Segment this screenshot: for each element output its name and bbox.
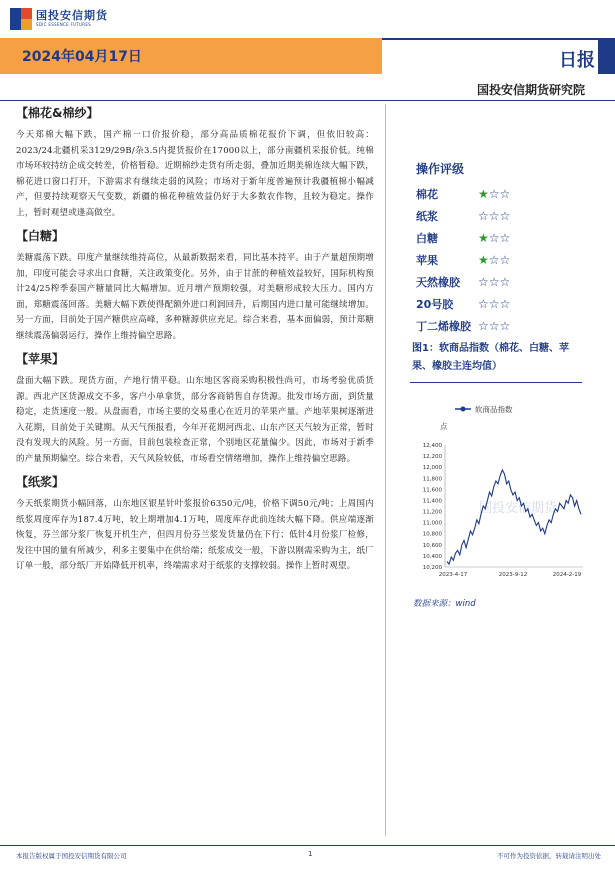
star-filled-icon: ★: [478, 231, 489, 245]
star-empty-icon: ☆: [488, 253, 500, 267]
section-title: 【苹果】: [16, 352, 65, 366]
section-title: 【棉花&棉纱】: [16, 106, 99, 120]
star-empty-icon: ☆: [499, 187, 511, 201]
page-number: 1: [308, 850, 313, 858]
star-empty-icon: ☆: [488, 297, 500, 311]
main-content: [16, 104, 374, 581]
y-tick-label: 10,600: [422, 542, 442, 549]
section-paragraph: 今天纸浆期货小幅回落，山东地区银星针叶浆报价6350元/吨，价格下调50元/吨；上周国内纸浆周度库存为187.4万吨，较上期增加4.1万吨，周度库存此前连续大幅下降。供应端逐渐恢复，芬兰部分浆厂恢复开机生产，但四月份芬兰浆发货量仍在下行；低针4月份浆厂检修，发往中国的量有所减少，利多主要集中在供给端；纸浆成交一般，下游以刚需采购为主，纸厂订单一般，部分纸厂开始降低开机率，终端需求对于纸浆的支撑较弱。操作上暂时观望。: [16, 499, 374, 571]
star-empty-icon: ☆: [488, 187, 500, 201]
star-filled-icon: ★: [478, 253, 489, 267]
section-cotton: [16, 104, 374, 221]
rating-row: [416, 205, 586, 227]
header-accent-block: [598, 38, 615, 74]
rating-list: [416, 183, 586, 337]
star-empty-icon: ☆: [499, 253, 511, 267]
rating-row: [416, 293, 586, 315]
legend-marker: [461, 407, 466, 412]
y-tick-label: 12,200: [422, 454, 442, 461]
star-empty-icon: ☆: [478, 209, 489, 223]
figure-caption: 图1：软商品指数（棉花、白糖、苹果、橡胶主连均值）: [412, 343, 569, 372]
logo-name-cn: 国投安信期货: [36, 9, 108, 22]
star-empty-icon: ☆: [488, 209, 500, 223]
star-empty-icon: ☆: [488, 275, 500, 289]
rating-stars: [478, 232, 510, 244]
y-tick-label: 11,000: [422, 520, 442, 527]
report-date: 2024年04月17日: [22, 49, 142, 65]
rating-product-name: 白糖: [416, 232, 438, 245]
column-divider: [385, 104, 386, 836]
section-paragraph: 今天郑棉大幅下跌，国产棉一口价报价稳，部分高品质棉花报价下调，但依旧较高：2023/24北疆机采3129/29B/杂3.5内提货报价在17000以上，部分南疆机采报价低。纯棉市场环较持纺企成交转差，价格暂稳。近期棉纱走货有所走弱，叠加近期美棉连续大幅下跌，棉花进口窗口打开，下游需求有继续走弱的风险；市场对于新年度普遍预计我疆植棉小幅减产，但要持续观察天气变数，新疆的棉花种植效益仍好于大多数农作物，且较为稳定。操作上，暂时观望或逢高做空。: [16, 130, 374, 218]
y-tick-label: 12,000: [422, 465, 442, 472]
star-empty-icon: ☆: [488, 319, 500, 333]
logo-mark-icon: [10, 8, 32, 30]
y-tick-label: 11,200: [422, 509, 442, 516]
rating-product-name: 丁二烯橡胶: [416, 320, 471, 333]
y-tick-label: 10,200: [422, 565, 442, 571]
rating-product-name: 棉花: [416, 188, 438, 201]
section-sugar: [16, 227, 374, 344]
rating-stars: [478, 320, 510, 332]
y-tick-label: 11,400: [422, 498, 442, 505]
rating-stars: [478, 188, 510, 200]
y-tick-label: 12,400: [422, 443, 442, 449]
y-tick-label: 11,600: [422, 487, 442, 494]
chart-watermark: 国投安信期货: [478, 501, 558, 516]
y-tick-label: 10,800: [422, 531, 442, 538]
section-title: 【纸浆】: [16, 475, 65, 489]
star-empty-icon: ☆: [499, 275, 511, 289]
series-line: [447, 470, 581, 564]
soft-commodity-index-chart: [405, 395, 590, 585]
section-paragraph: 美糖震荡下跌。印度产量继续维持高位，从最新数据来看，同比基本持平。由于产量超预期增加，印度可能会寻求出口食糖，关注政策变化。另外，由于甘蔗的种植效益较好，国际机构预计24/25榨季泰国产糖量同比大幅增加。近月增产预期较强，对美糖形成较大压力。国内方面，郑糖震荡回落。美糖大幅下跌使得配额外进口利润回升，后期国内进口量可能继续增加。另一方面，目前处于国产糖供应高峰，多种糖源供应充足。综合来看，基本面偏弱，预计郑糖继续震荡偏弱运行，操作上维持偏空思路。: [16, 253, 374, 341]
star-empty-icon: ☆: [478, 319, 489, 333]
section-title: 【白糖】: [16, 229, 65, 243]
star-empty-icon: ☆: [488, 231, 500, 245]
header-rule: [382, 38, 615, 40]
footer-rule: [0, 845, 615, 846]
rating-row: [416, 271, 586, 293]
legend-label: 软商品指数: [475, 405, 513, 414]
caption-rule: [410, 382, 582, 383]
rating-product-name: 苹果: [416, 254, 438, 267]
star-empty-icon: ☆: [499, 231, 511, 245]
rating-product-name: 天然橡胶: [416, 276, 460, 289]
star-empty-icon: ☆: [499, 319, 511, 333]
rating-stars: [478, 210, 510, 222]
rating-stars: [478, 298, 510, 310]
x-tick-label: 2023-9-12: [498, 572, 528, 578]
x-tick-label: 2024-2-19: [552, 572, 582, 578]
star-empty-icon: ☆: [499, 209, 511, 223]
company-logo: [10, 8, 108, 30]
y-tick-label: 11,800: [422, 476, 442, 483]
rating-panel: [416, 160, 586, 337]
rating-stars: [478, 276, 510, 288]
star-empty-icon: ☆: [499, 297, 511, 311]
section-apple: [16, 350, 374, 467]
x-tick-label: 2023-4-17: [438, 572, 468, 578]
y-axis-unit: 点: [440, 422, 448, 431]
rating-row: [416, 315, 586, 337]
rating-row: [416, 249, 586, 271]
data-source: 数据来源：wind: [413, 599, 476, 609]
header-divider: [0, 100, 615, 101]
logo-name-en: SDIC ESSENCE FUTURES: [36, 22, 92, 27]
star-empty-icon: ☆: [478, 275, 489, 289]
star-empty-icon: ☆: [478, 297, 489, 311]
rating-product-name: 20号胶: [416, 298, 454, 311]
star-filled-icon: ★: [478, 187, 489, 201]
section-pulp: [16, 473, 374, 575]
footer-copyright: 本报告版权属于国投安信期货有限公司: [16, 852, 127, 860]
section-paragraph: 盘面大幅下跌。现货方面，产地行情平稳。山东地区客商采购积极性尚可，市场考验优质货源。西北产区货源成交不多，客户小单拿货，部分客商销售自存货源。批发市场方面，到货量稳定，走货速度一般。从盘面看，市场主要的交易重心在近月的苹果产量。产地苹果树逐渐进入花期，目前处于关键期。从天气预报看，今年开花期河西北、山东产区天气较为正常，暂时没有发现大的风险。另一方面，目前包装检查正常，个别地区花量偏少。因此，市场对于新季的产量预期偏空。综合来看，天气风险较低，市场看空情绪增加，操作上维持偏空思路。: [16, 376, 374, 464]
y-tick-label: 10,400: [422, 553, 442, 560]
rating-product-name: 纸浆: [416, 210, 438, 223]
report-type-title: 日报: [559, 50, 595, 71]
institute-name: 国投安信期货研究院: [476, 83, 585, 97]
rating-row: [416, 227, 586, 249]
rating-row: [416, 183, 586, 205]
rating-stars: [478, 254, 510, 266]
footer-disclaimer: 不可作为投资依据，转载请注明出处: [497, 852, 601, 860]
rating-title: 操作评级: [416, 162, 465, 176]
